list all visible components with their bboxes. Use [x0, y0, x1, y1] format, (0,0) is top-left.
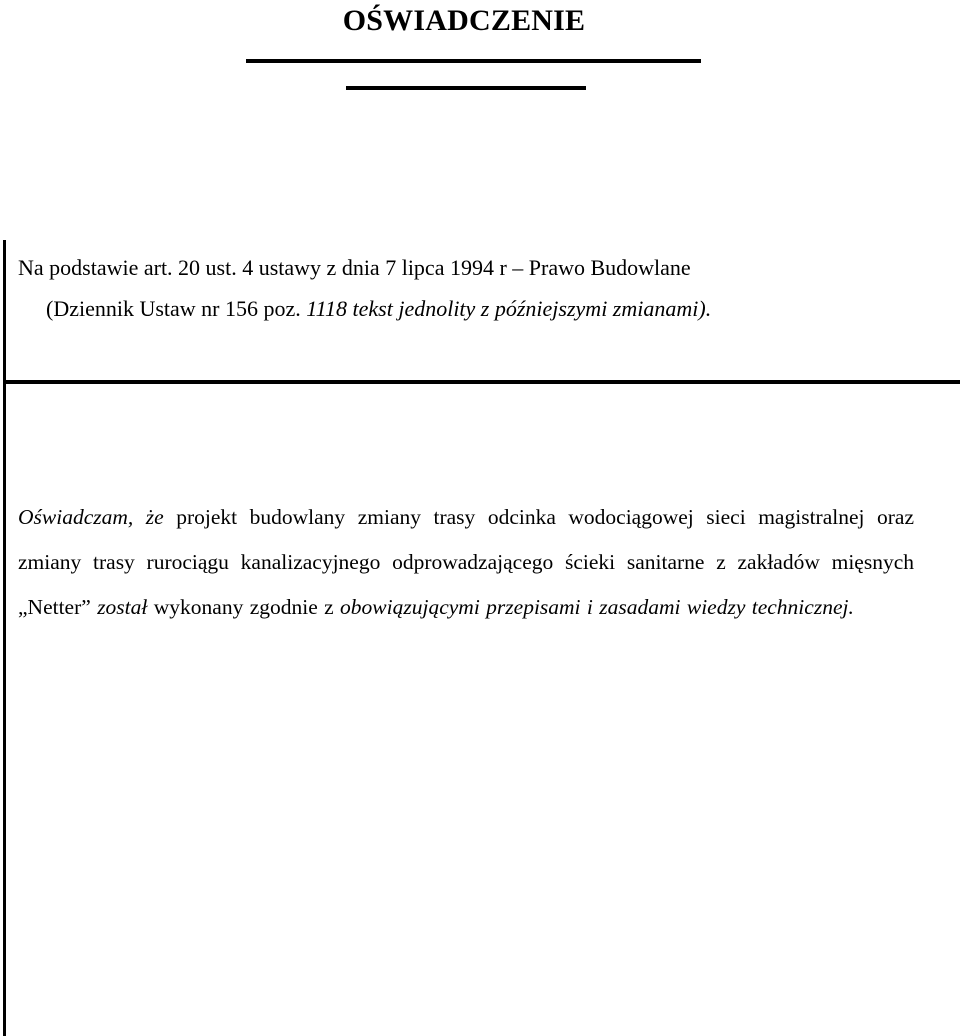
legal-basis-paragraph [18, 247, 918, 329]
left-margin-border [3, 240, 6, 1036]
legal-basis-citation-italic: 1118 tekst jednolity z późniejszymi zmianami). [300, 296, 712, 321]
document-title: OŚWIADCZENIE [342, 4, 586, 37]
section-divider [3, 380, 960, 384]
declaration-body: projekt budowlany zmiany trasy odcinka wodociągowej sieci magistralnej oraz zmiany trasy rurociągu kanalizacyjnego odprowadzającego ścieki sanitarne z zakładów mięsnych „Netter” [18, 505, 914, 619]
declaration-closing: obowiązującymi przepisami i zasadami wiedzy technicznej. [333, 595, 854, 619]
declaration-paragraph [18, 495, 914, 630]
legal-basis-citation: (Dziennik Ustaw nr 156 poz. [46, 296, 301, 321]
legal-basis-line-2 [18, 288, 918, 329]
title-underline-short [346, 86, 586, 90]
declaration-verb: został [90, 595, 148, 619]
legal-basis-line-1: Na podstawie art. 20 ust. 4 ustawy z dnia 7 lipca 1994 r – Prawo Budowlane [18, 255, 691, 280]
declaration-intro: Oświadczam, że [18, 505, 164, 529]
title-underline-long [246, 59, 701, 63]
declaration-body-2: wykonany zgodnie z [147, 595, 334, 619]
